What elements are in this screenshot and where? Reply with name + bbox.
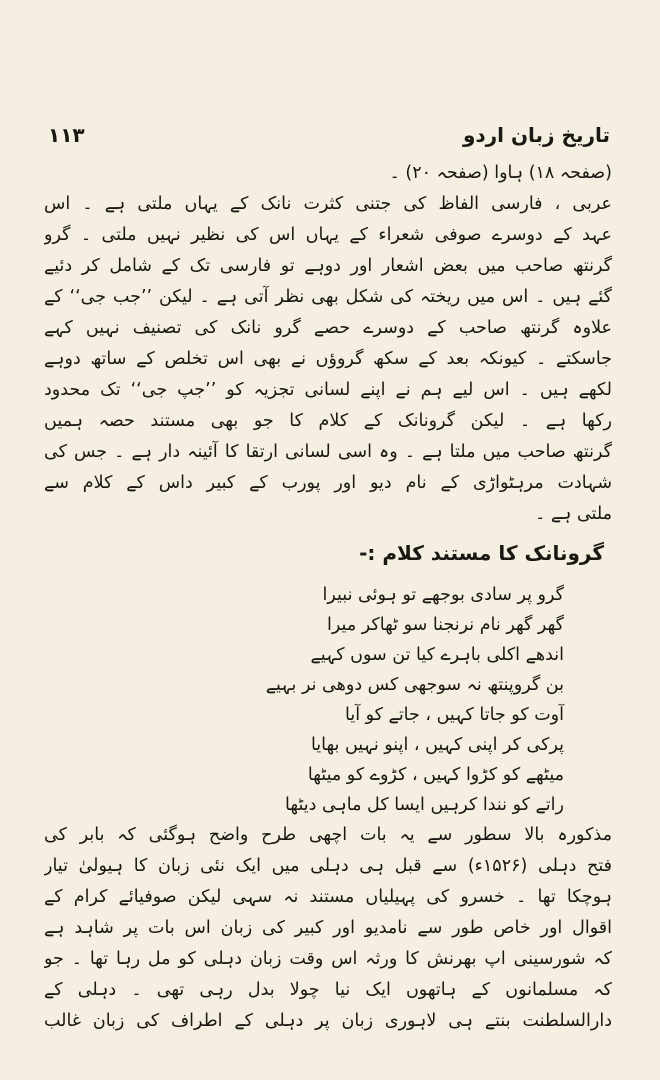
text-line: علاوہ گرنتھ صاحب کے دوسرے حصے گرو نانک کی تصنیف نہیں کہے bbox=[44, 318, 612, 338]
verse-line: اندھے اکلی باہرے کیا تن سوں کہیے bbox=[310, 645, 564, 665]
verse-line: راتے کو نندا کرہیں ایسا کل ماہی دیٹھا bbox=[285, 795, 564, 815]
text-line: کہ شورسینی اپ بھرنش کا ورثہ اس وقت زبان دہلی کو مل رہا تھا ۔ جو bbox=[44, 949, 612, 969]
text-line: لکھے ہیں ۔ اس لیے ہم نے اپنے لسانی تجزیہ کو ’’جپ جی‘‘ تک محدود bbox=[44, 380, 612, 400]
verse-line: گرو پر سادی بوجھے تو ہوئی نبیرا bbox=[322, 585, 564, 605]
closing-paragraph bbox=[44, 820, 612, 1037]
verse-line: پرکی کر اپنی کہیں ، اپنو نہیں بھایا bbox=[310, 735, 564, 755]
text-line: گرنتھ صاحب میں ملتا ہے ۔ وہ اسی لسانی ارتقا کا آئینہ دار ہے ۔ جس کی bbox=[44, 442, 612, 462]
text-line: عربی ، فارسی الفاظ کی جتنی کثرت نانک کے یہاں ملتی ہے ۔ اس bbox=[44, 194, 612, 214]
text-line: فتح دہلی (۱۵۲۶ء) سے قبل ہی دہلی میں ایک نئی زبان کا ہیولیٰ تیار bbox=[44, 856, 612, 876]
body-text bbox=[44, 158, 612, 1037]
verse-line: بن گروپنتھ نہ سوجھی کس دوھی نر بہیے bbox=[265, 675, 564, 695]
text-line: دارالسلطنت بنتے ہی لاہوری زبان پر دہلی کے اطراف کی زبان غالب bbox=[44, 1011, 612, 1031]
text-line: گرنتھ صاحب میں بعض اشعار اور دوہے تو فارسی تک کے شامل کر دئیے bbox=[44, 256, 612, 276]
text-line: مذکورہ بالا سطور سے یہ بات اچھی طرح واضح ہوگئی کہ بابر کی bbox=[44, 825, 612, 845]
running-title: تاریخ زبان اردو bbox=[462, 123, 610, 147]
text-line: (صفحہ ۱۸) ہاوا (صفحہ ۲۰) ۔ bbox=[389, 163, 612, 183]
intro-paragraph bbox=[44, 158, 612, 530]
text-line: کہ مسلمانوں کے ہاتھوں ایک نیا چولا بدل رہی تھی ۔ دہلی کے bbox=[44, 980, 612, 1000]
verse-line: گھر گھر نام نرنجنا سو ٹھاکر میرا bbox=[327, 615, 564, 635]
text-line: ہوچکا تھا ۔ خسرو کی پہیلیاں مستند نہ سہی لیکن صوفیائے کرام کے bbox=[44, 887, 612, 907]
verse-line: میٹھے کو کڑوا کہیں ، کڑوے کو میٹھا bbox=[307, 765, 564, 785]
text-line: اقوال اور خاص طور سے نامدیو اور کبیر کی زبان اس بات پر شاہد ہے bbox=[44, 918, 612, 938]
text-line: گئے ہیں ۔ اس میں ریختہ کی شکل بھی نظر آتی ہے ۔ لیکن ’’جب جی‘‘ کے bbox=[44, 287, 612, 307]
text-line: جاسکتے ۔ کیونکہ بعد کے سکھ گروؤں نے بھی اس تخلص کے ساتھ دوہے bbox=[44, 349, 612, 369]
verse-line: آوت کو جاتا کہیں ، جاتے کو آیا bbox=[345, 705, 564, 725]
verse-block bbox=[44, 580, 612, 820]
page-number: ۱۱۳ bbox=[48, 123, 85, 147]
text-line: عہد کے دوسرے صوفی شعراء کے یہاں اس کی نظیر نہیں ملتی ۔ گرو bbox=[44, 225, 612, 245]
section-heading: گرونانک کا مستند کلام :- bbox=[359, 541, 604, 565]
text-line: ملتی ہے ۔ bbox=[535, 504, 612, 524]
text-line: رکھا ہے ۔ لیکن گرونانک کے کلام کا جو بھی مستند حصہ ہمیں bbox=[44, 411, 612, 431]
text-line: شہادت مرہٹواڑی کے نام دیو اور پورب کے کبیر داس کے کلام سے bbox=[44, 473, 612, 493]
page-header bbox=[48, 118, 610, 152]
